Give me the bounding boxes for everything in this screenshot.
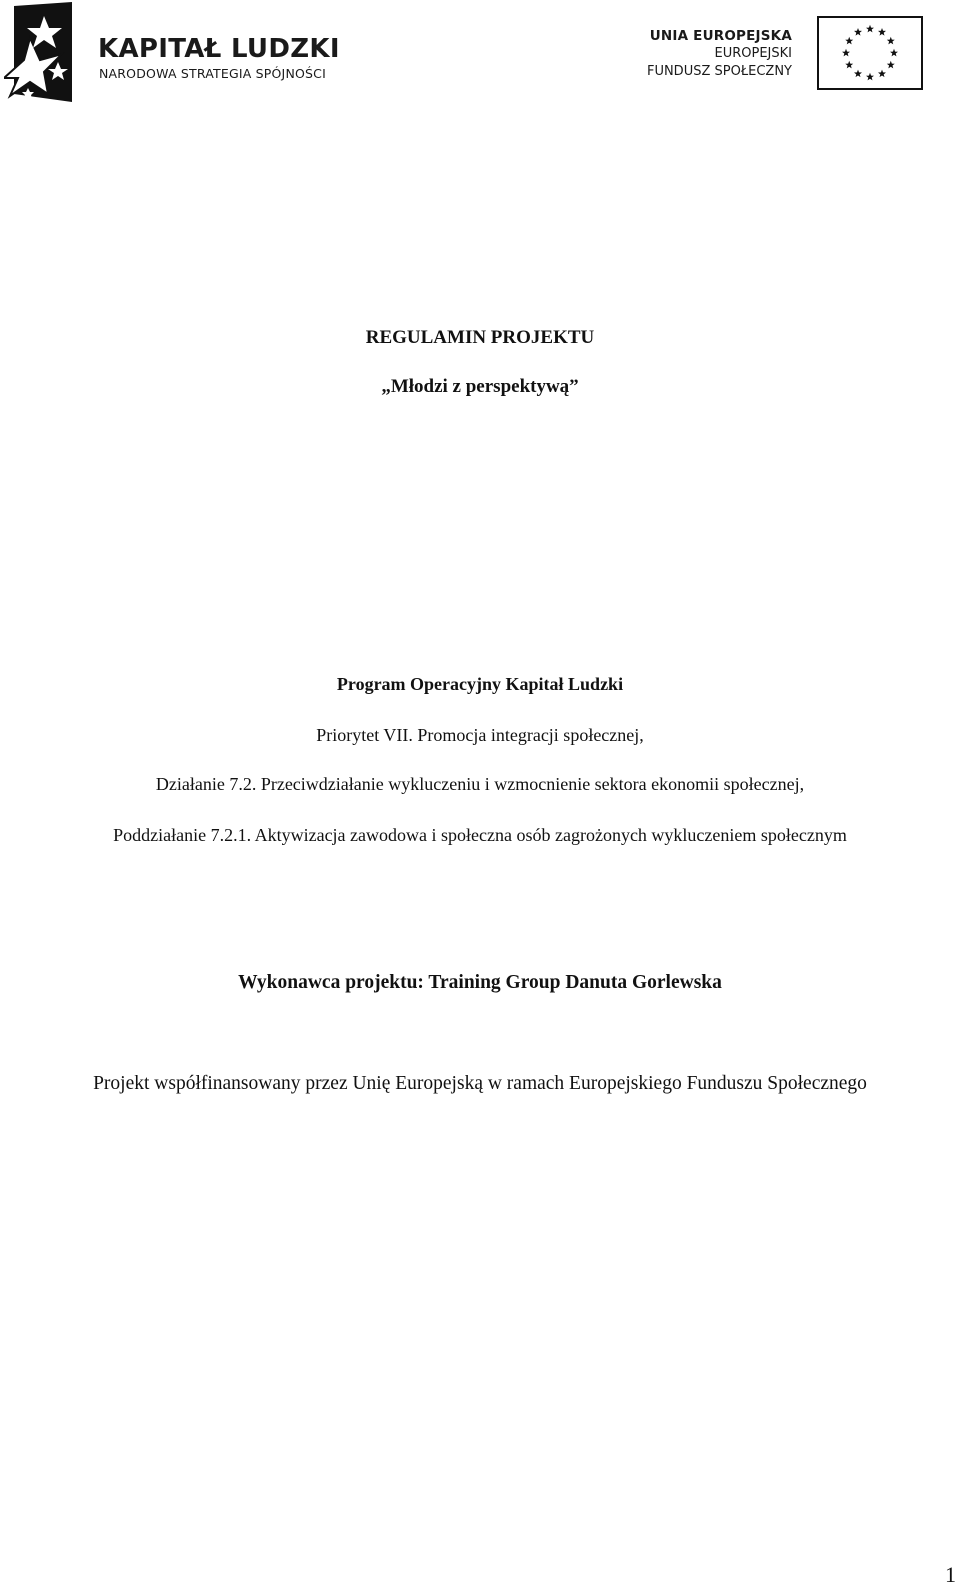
page-number: 1 bbox=[945, 1562, 956, 1587]
eu-flag-icon bbox=[817, 16, 923, 90]
measure-line: Działanie 7.2. Przeciwdziałanie wykluczeniu i wzmocnienie sektora ekonomii społecznej, bbox=[155, 774, 805, 794]
eu-line-1: UNIA EUROPEJSKA bbox=[649, 28, 792, 44]
funding-statement: Projekt współfinansowany przez Unię Europejską w ramach Europejskiego Funduszu Społecznego bbox=[93, 1073, 867, 1094]
program-name: Program Operacyjny Kapitał Ludzki bbox=[336, 674, 624, 694]
eu-line-3: FUNDUSZ SPOŁECZNY bbox=[646, 64, 792, 79]
eu-logo-text bbox=[647, 27, 792, 81]
page-header bbox=[0, 0, 960, 106]
project-name: „Młodzi z perspektywą” bbox=[381, 376, 579, 397]
kapital-ludzki-stars-icon bbox=[4, 2, 72, 104]
contractor-line: Wykonawca projektu: Training Group Danuta Gorlewska bbox=[238, 972, 722, 993]
priority-line: Priorytet VII. Promocja integracji społecznej, bbox=[316, 725, 644, 745]
kapital-ludzki-subtitle: NARODOWA STRATEGIA SPÓJNOŚCI bbox=[99, 66, 326, 81]
document-title: REGULAMIN PROJEKTU bbox=[365, 327, 595, 348]
eu-line-2: EUROPEJSKI bbox=[714, 46, 792, 61]
submeasure-line: Poddziałanie 7.2.1. Aktywizacja zawodowa i społeczna osób zagrożonych wykluczeniem społecznym bbox=[113, 825, 847, 845]
kapital-ludzki-title: KAPITAŁ LUDZKI bbox=[98, 34, 340, 64]
